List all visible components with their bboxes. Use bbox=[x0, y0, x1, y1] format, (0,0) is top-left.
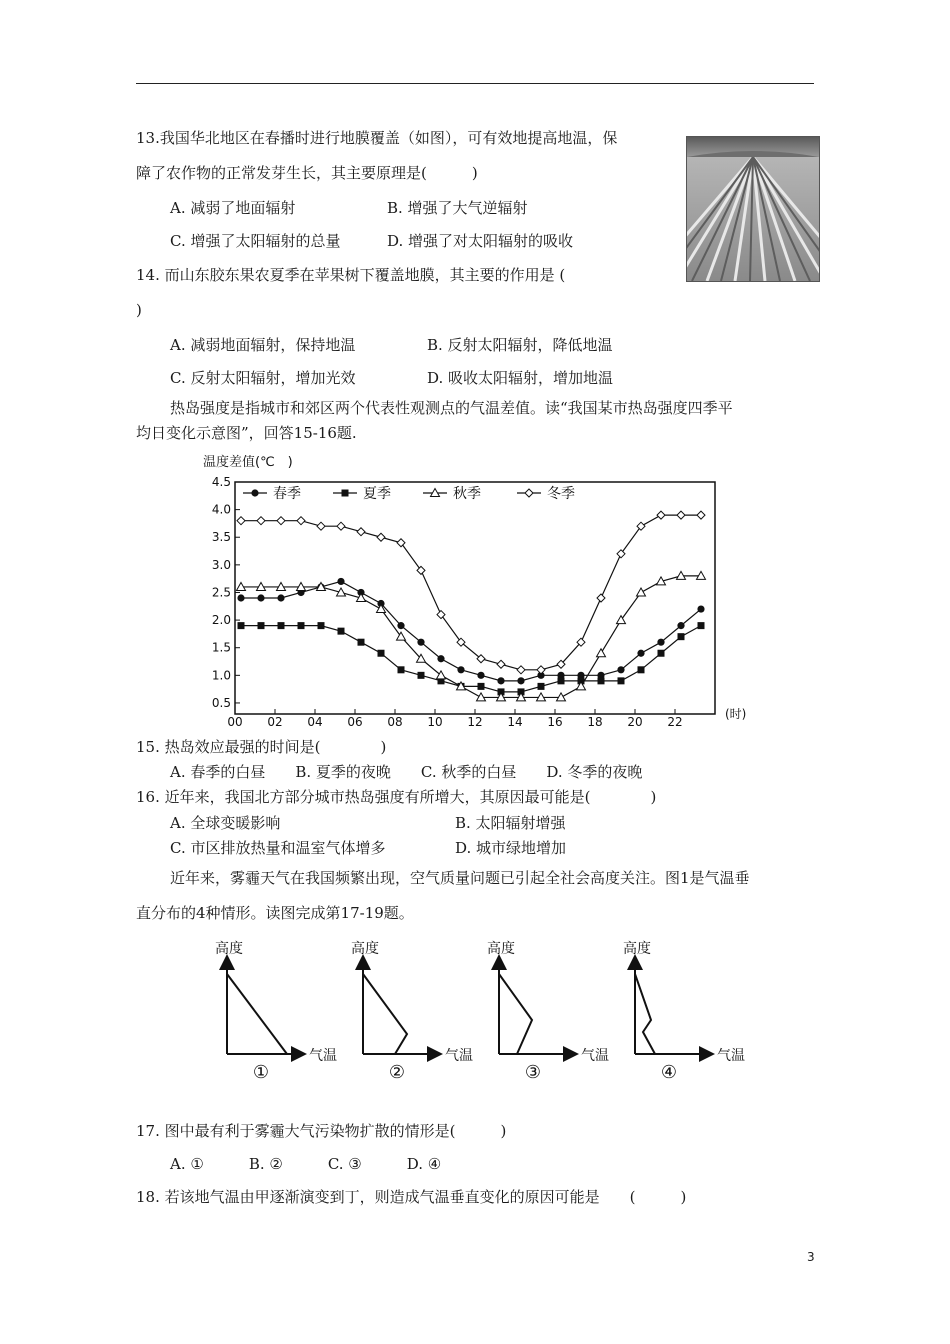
x-tick-label: 16 bbox=[547, 715, 563, 727]
series-1 bbox=[237, 578, 704, 685]
data-point bbox=[277, 594, 284, 601]
x-tick-label: 02 bbox=[267, 715, 283, 727]
data-point bbox=[657, 639, 664, 646]
data-point bbox=[598, 677, 605, 684]
data-point bbox=[337, 522, 345, 530]
data-point bbox=[658, 650, 665, 657]
data-point bbox=[317, 522, 325, 530]
chart-xlabel: (时) bbox=[725, 707, 747, 721]
profile-diagram-4 bbox=[623, 940, 745, 1083]
data-point bbox=[558, 677, 565, 684]
series-line bbox=[241, 515, 701, 670]
data-point bbox=[257, 517, 265, 525]
x-tick-label: 18 bbox=[587, 715, 603, 727]
q16-option-c: C. 市区排放热量和温室气体增多 bbox=[170, 839, 386, 857]
data-point bbox=[398, 666, 405, 673]
data-point bbox=[397, 539, 405, 547]
data-point bbox=[457, 666, 464, 673]
q14-option-d: D. 吸收太阳辐射，增加地温 bbox=[427, 369, 614, 387]
data-point bbox=[497, 660, 505, 668]
profile-diagram-2 bbox=[351, 940, 473, 1083]
y-tick-label: 3.5 bbox=[211, 530, 231, 545]
q14-stem-line1: 14. 而山东胶东果农夏季在苹果树下覆盖地膜，其主要的作用是 ( bbox=[136, 266, 566, 284]
data-point bbox=[697, 511, 705, 519]
q16-stem: 16. 近年来，我国北方部分城市热岛强度有所增大，其原因最可能是( ) bbox=[136, 788, 657, 806]
legend-label: 夏季 bbox=[363, 486, 391, 502]
data-point bbox=[677, 511, 685, 519]
data-point bbox=[477, 672, 484, 679]
q16-option-d: D. 城市绿地增加 bbox=[455, 839, 567, 857]
q14-option-a: A. 减弱地面辐射，保持地温 bbox=[170, 336, 356, 354]
data-point bbox=[357, 528, 365, 536]
q18-stem: 18. 若该地气温由甲逐渐演变到丁，则造成气温垂直变化的原因可能是 ( ) bbox=[136, 1188, 687, 1206]
q14-option-c: C. 反射太阳辐射，增加光效 bbox=[170, 369, 356, 387]
data-point bbox=[378, 650, 385, 657]
plot-frame bbox=[235, 482, 715, 714]
x-tick-label: 12 bbox=[467, 715, 483, 727]
data-point bbox=[278, 622, 285, 629]
data-point bbox=[437, 655, 444, 662]
q17-options: A. ① B. ② C. ③ D. ④ bbox=[170, 1155, 442, 1173]
header-rule bbox=[136, 83, 814, 84]
data-point bbox=[618, 677, 625, 684]
data-point bbox=[258, 622, 265, 629]
heat-island-intro-line1: 热岛强度是指城市和郊区两个代表性观测点的气温差值。读“我国某市热岛强度四季平 bbox=[170, 399, 733, 417]
data-point bbox=[678, 633, 685, 640]
data-point bbox=[337, 578, 344, 585]
height-axis-label: 高度 bbox=[487, 941, 515, 957]
data-point bbox=[517, 677, 524, 684]
y-tick-label: 1.0 bbox=[211, 668, 231, 683]
haze-intro-line1: 近年来，雾霾天气在我国频繁出现，空气质量问题已引起全社会高度关注。图1是气温垂 bbox=[170, 869, 750, 887]
height-axis-label: 高度 bbox=[623, 941, 651, 957]
q16-option-b: B. 太阳辐射增强 bbox=[455, 814, 566, 832]
data-point bbox=[637, 522, 645, 530]
data-point bbox=[417, 566, 425, 574]
q13-option-a: A. 减弱了地面辐射 bbox=[170, 199, 296, 217]
heat-island-intro-line2: 均日变化示意图”，回答15-16题. bbox=[136, 424, 357, 442]
legend-label: 秋季 bbox=[453, 486, 481, 502]
chart-ylabel: 温度差值(℃ ) bbox=[203, 455, 293, 470]
data-point bbox=[338, 628, 345, 635]
temperature-profile-line bbox=[227, 974, 287, 1054]
data-point bbox=[297, 517, 305, 525]
data-point bbox=[377, 533, 385, 541]
data-point bbox=[298, 622, 305, 629]
q15-options: A. 春季的白昼 B. 夏季的夜晚 C. 秋季的白昼 D. 冬季的夜晚 bbox=[170, 763, 643, 781]
y-tick-label: 4.5 bbox=[211, 475, 231, 489]
data-point bbox=[697, 605, 704, 612]
q13-option-b: B. 增强了大气逆辐射 bbox=[387, 199, 528, 217]
data-point bbox=[597, 594, 605, 602]
temperature-profile-line bbox=[635, 974, 655, 1054]
temperature-profile-line bbox=[499, 974, 532, 1054]
x-tick-label: 10 bbox=[427, 715, 443, 727]
q13-option-c: C. 增强了太阳辐射的总量 bbox=[170, 232, 341, 250]
x-tick-label: 20 bbox=[627, 715, 643, 727]
data-point bbox=[637, 588, 646, 596]
q13-option-d: D. 增强了对太阳辐射的吸收 bbox=[387, 232, 574, 250]
temperature-axis-label: 气温 bbox=[445, 1048, 473, 1064]
q13-stem-line1: 13.我国华北地区在春播时进行地膜覆盖（如图），可有效地提高地温，保 bbox=[136, 129, 618, 147]
data-point bbox=[397, 632, 406, 640]
legend-marker bbox=[525, 489, 533, 497]
series-4 bbox=[237, 511, 705, 674]
data-point bbox=[417, 639, 424, 646]
q14-stem-line2: ) bbox=[136, 301, 142, 319]
data-point bbox=[358, 639, 365, 646]
x-tick-label: 04 bbox=[307, 715, 323, 727]
data-point bbox=[237, 517, 245, 525]
data-point bbox=[277, 517, 285, 525]
data-point bbox=[318, 622, 325, 629]
height-axis-label: 高度 bbox=[351, 941, 379, 957]
data-point bbox=[517, 666, 525, 674]
data-point bbox=[478, 683, 485, 690]
page-number: 3 bbox=[807, 1250, 815, 1264]
q13-stem-line2: 障了农作物的正常发芽生长，其主要原理是( ) bbox=[136, 164, 478, 182]
temperature-axis-label: 气温 bbox=[581, 1048, 609, 1064]
diagram-number-label: ① bbox=[252, 1062, 270, 1083]
data-point bbox=[677, 622, 684, 629]
data-point bbox=[597, 649, 606, 657]
profile-diagram-1 bbox=[215, 940, 337, 1083]
data-point bbox=[257, 594, 264, 601]
y-tick-label: 2.5 bbox=[211, 585, 231, 600]
x-tick-label: 22 bbox=[667, 715, 683, 727]
series-line bbox=[241, 576, 701, 698]
data-point bbox=[537, 666, 545, 674]
x-tick-label: 00 bbox=[227, 715, 243, 727]
data-point bbox=[698, 622, 705, 629]
diagram-number-label: ④ bbox=[660, 1062, 678, 1083]
diagram-number-label: ③ bbox=[524, 1062, 542, 1083]
q15-stem: 15. 热岛效应最强的时间是( ) bbox=[136, 738, 387, 756]
profile-diagram-3 bbox=[487, 940, 609, 1083]
q16-option-a: A. 全球变暖影响 bbox=[170, 814, 281, 832]
data-point bbox=[238, 622, 245, 629]
temperature-axis-label: 气温 bbox=[717, 1048, 745, 1064]
data-point bbox=[437, 611, 445, 619]
heat-island-chart bbox=[195, 452, 755, 727]
data-point bbox=[377, 605, 386, 613]
y-tick-label: 0.5 bbox=[211, 695, 231, 710]
data-point bbox=[657, 511, 665, 519]
data-point bbox=[638, 666, 645, 673]
y-tick-label: 3.0 bbox=[211, 557, 231, 572]
legend-marker bbox=[342, 490, 349, 497]
data-point bbox=[617, 550, 625, 558]
temperature-profile-line bbox=[363, 974, 407, 1054]
data-point bbox=[497, 677, 504, 684]
data-point bbox=[538, 683, 545, 690]
y-tick-label: 4.0 bbox=[211, 502, 231, 517]
y-tick-label: 1.5 bbox=[211, 640, 231, 655]
data-point bbox=[237, 594, 244, 601]
data-point bbox=[617, 666, 624, 673]
y-tick-label: 2.0 bbox=[211, 613, 231, 628]
legend-label: 春季 bbox=[273, 486, 301, 502]
data-point bbox=[637, 650, 644, 657]
height-axis-label: 高度 bbox=[215, 941, 243, 957]
legend-marker bbox=[251, 489, 258, 496]
x-tick-label: 08 bbox=[387, 715, 403, 727]
diagram-number-label: ② bbox=[388, 1062, 406, 1083]
temperature-axis-label: 气温 bbox=[309, 1048, 337, 1064]
series-line bbox=[241, 581, 701, 680]
q14-option-b: B. 反射太阳辐射，降低地温 bbox=[427, 336, 613, 354]
series-line bbox=[241, 626, 701, 692]
legend-label: 冬季 bbox=[547, 486, 575, 502]
x-tick-label: 14 bbox=[507, 715, 523, 727]
haze-intro-line2: 直分布的4种情形。读图完成第17-19题。 bbox=[136, 904, 414, 922]
data-point bbox=[397, 622, 404, 629]
mulch-field-photo bbox=[686, 136, 820, 282]
data-point bbox=[418, 672, 425, 679]
x-tick-label: 06 bbox=[347, 715, 363, 727]
temperature-profile-diagrams bbox=[205, 936, 765, 1086]
data-point bbox=[617, 616, 626, 624]
q17-stem: 17. 图中最有利于雾霾大气污染物扩散的情形是( ) bbox=[136, 1122, 507, 1140]
